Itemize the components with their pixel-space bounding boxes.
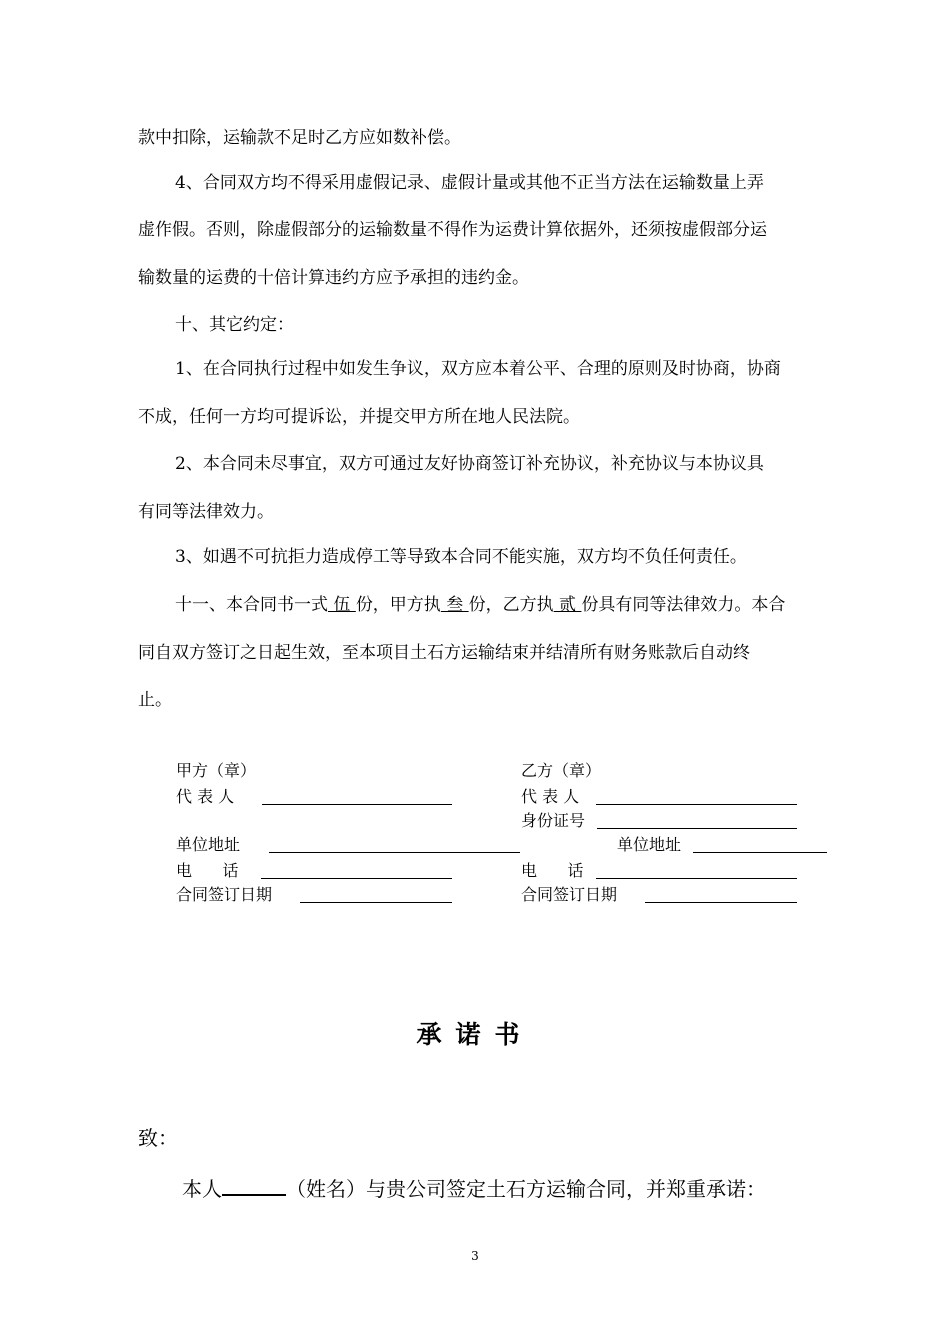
page-number: 3 [471, 1249, 479, 1263]
party-a-address-label: 单位地址 [176, 835, 241, 854]
party-b-date-blank [645, 902, 797, 903]
party-b-id-blank [597, 828, 797, 829]
party-a-seal-label: 甲方（章） [176, 761, 257, 780]
copies-total: 伍 [328, 595, 356, 615]
party-b-rep-label: 代 表 人 [521, 787, 580, 806]
pledge-addressee: 致： [138, 1126, 178, 1150]
section-eleven-text: 份，乙方执 [468, 595, 554, 615]
paragraph-text: 款中扣除，运输款不足时乙方应如数补偿。 [138, 128, 461, 148]
clause-4-line-3: 输数量的运费的十倍计算违约方应予承担的违约金。 [138, 268, 529, 288]
party-b-seal-label: 乙方（章） [521, 761, 602, 780]
party-b-rep-blank [596, 804, 797, 805]
pledge-body-text: 本人 [182, 1177, 222, 1201]
party-a-phone-blank [261, 878, 452, 879]
party-a-rep-label: 代 表 人 [176, 787, 235, 806]
clause-10-2-line-1: 2、本合同未尽事宜，双方可通过友好协商签订补充协议，补充协议与本协议具 [175, 454, 764, 474]
party-b-phone-label: 电 话 [521, 861, 584, 880]
party-b-address-blank [693, 852, 827, 853]
party-a-phone-label: 电 话 [176, 861, 239, 880]
section-eleven-text: 十一、本合同书一式 [175, 595, 328, 615]
copies-party-a: 叁 [440, 595, 469, 615]
pledge-body-text: （姓名）与贵公司签定土石方运输合同，并郑重承诺： [286, 1177, 766, 1201]
name-blank [222, 1175, 286, 1196]
party-b-phone-blank [596, 878, 797, 879]
party-b-date-label: 合同签订日期 [521, 885, 618, 904]
party-a-address-blank [269, 852, 520, 853]
party-a-rep-blank [262, 804, 452, 805]
party-b-address-label: 单位地址 [617, 835, 682, 854]
section-eleven-line-2: 同自双方签订之日起生效，至本项目土石方运输结束并结清所有财务账款后自动终 [138, 643, 750, 663]
section-ten-heading: 十、其它约定： [175, 315, 294, 335]
clause-10-1-line-1: 1、在合同执行过程中如发生争议，双方应本着公平、合理的原则及时协商，协商 [175, 359, 781, 379]
clause-10-1-line-2: 不成，任何一方均可提诉讼，并提交甲方所在地人民法院。 [138, 407, 580, 427]
section-eleven-text: 份，甲方执 [355, 595, 441, 615]
section-eleven-line-1 [175, 593, 828, 617]
party-a-date-label: 合同签订日期 [176, 885, 273, 904]
clause-4-line-2: 虚作假。否则，除虚假部分的运输数量不得作为运费计算依据外，还须按虚假部分运 [138, 220, 767, 240]
pledge-body-line [182, 1175, 832, 1201]
party-a-date-blank [300, 902, 452, 903]
clause-10-2-line-2: 有同等法律效力。 [138, 502, 274, 522]
clause-4-line-1: 4、合同双方均不得采用虚假记录、虚假计量或其他不正当方法在运输数量上弄 [175, 173, 764, 193]
section-eleven-text: 份具有同等法律效力。本合 [581, 595, 786, 615]
section-eleven-line-3: 止。 [138, 690, 172, 710]
clause-10-3: 3、如遇不可抗拒力造成停工等导致本合同不能实施，双方均不负任何责任。 [175, 547, 747, 567]
copies-party-b: 贰 [553, 595, 582, 615]
party-b-id-label: 身份证号 [521, 811, 586, 830]
pledge-title: 承诺书 [416, 1020, 534, 1049]
